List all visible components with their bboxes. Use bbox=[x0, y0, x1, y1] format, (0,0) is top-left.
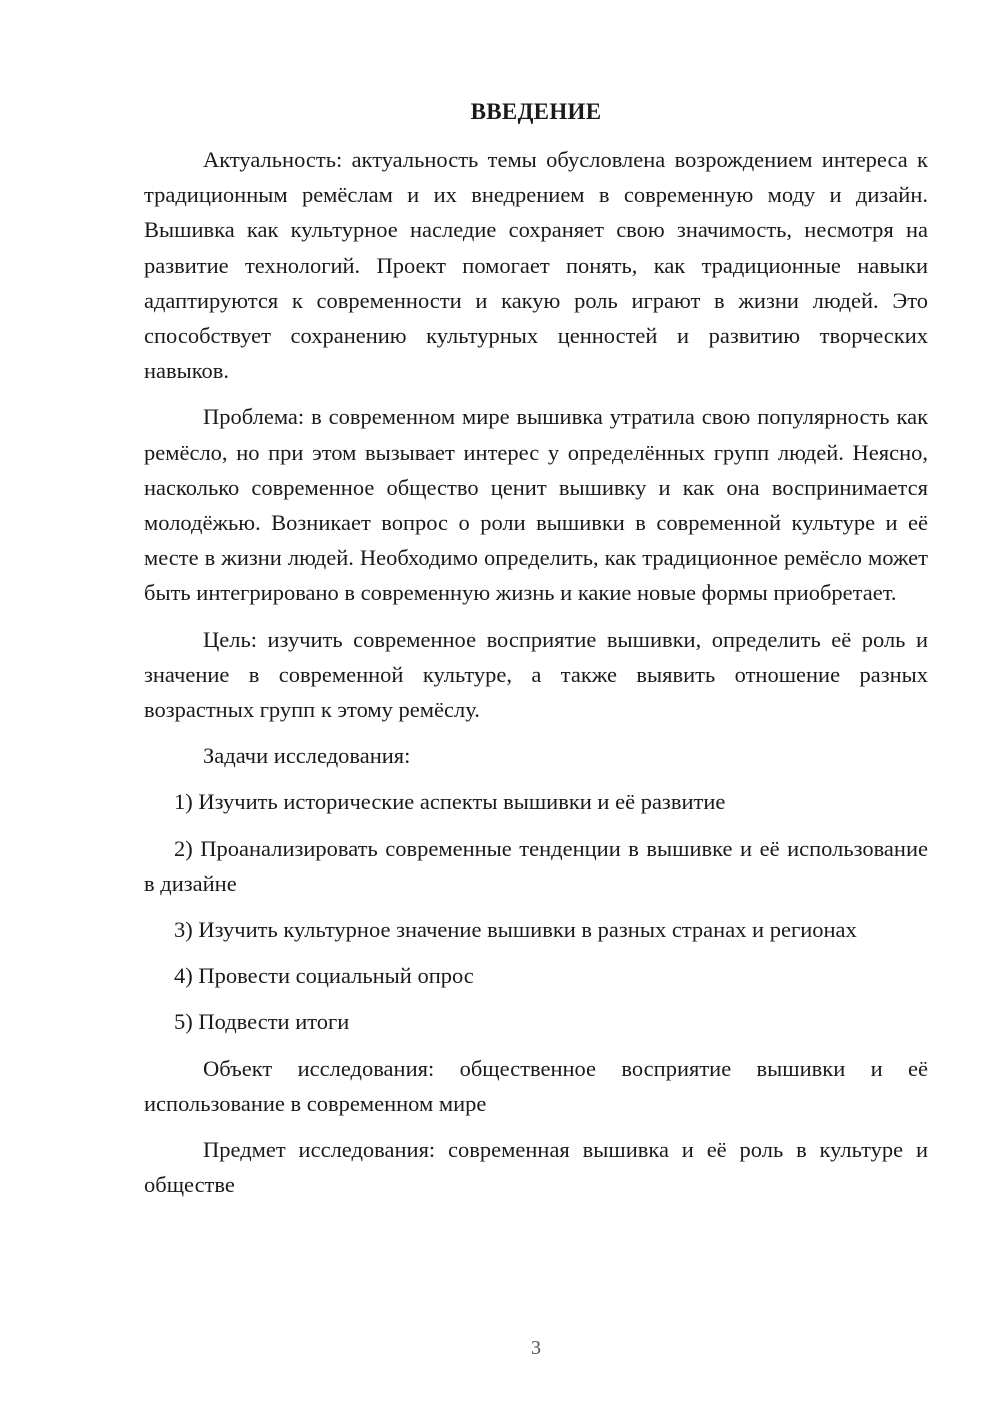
task-item-4: 4) Провести социальный опрос bbox=[174, 963, 474, 989]
task-item-5: 5) Подвести итоги bbox=[174, 1009, 350, 1035]
body-text bbox=[144, 142, 928, 1213]
task-item-3: 3) Изучить культурное значение вышивки в разных странах и регионах bbox=[174, 917, 857, 943]
task-item-2: 2) Проанализировать современные тенденции в вышивке и её использование в дизайне bbox=[144, 835, 928, 896]
paragraph-problem: Проблема: в современном мире вышивка утратила свою популярность как ремёсло, но при этом вызывает интерес у определённых групп людей. Неясно, насколько современное общество ценит вышивку и как она воспринимается молодёжью. Возникает вопрос о роли вышивки в современной культуре и её месте в жизни людей. Необходимо определить, как традиционное ремёсло может быть интегрировано в современную жизнь и какие новые формы приобретает. bbox=[144, 404, 928, 606]
task-item-1: 1) Изучить исторические аспекты вышивки и её развитие bbox=[174, 789, 726, 815]
section-heading: ВВЕДЕНИЕ bbox=[470, 99, 602, 124]
paragraph-goal: Цель: изучить современное восприятие вышивки, определить её роль и значение в современной культуре, а также выявить отношение разных возрастных групп к этому ремёслу. bbox=[144, 626, 928, 723]
paragraph-subject: Предмет исследования: современная вышивка и её роль в культуре и обществе bbox=[144, 1137, 928, 1198]
paragraph-object: Объект исследования: общественное восприятие вышивки и её использование в современном мире bbox=[144, 1055, 928, 1116]
page-number: 3 bbox=[531, 1337, 541, 1359]
paragraph-relevance: Актуальность: актуальность темы обусловлена возрождением интереса к традиционным ремёслам и их внедрением в современную моду и дизайн. Вышивка как культурное наследие сохраняет свою значимость, несмотря на развитие технологий. Проект помогает понять, как традиционные навыки адаптируются к современности и какую роль играют в жизни людей. Это способствует сохранению культурных ценностей и развитию творческих навыков. bbox=[144, 147, 928, 384]
document-page bbox=[144, 0, 928, 1414]
paragraph-tasks-heading: Задачи исследования: bbox=[203, 743, 411, 769]
